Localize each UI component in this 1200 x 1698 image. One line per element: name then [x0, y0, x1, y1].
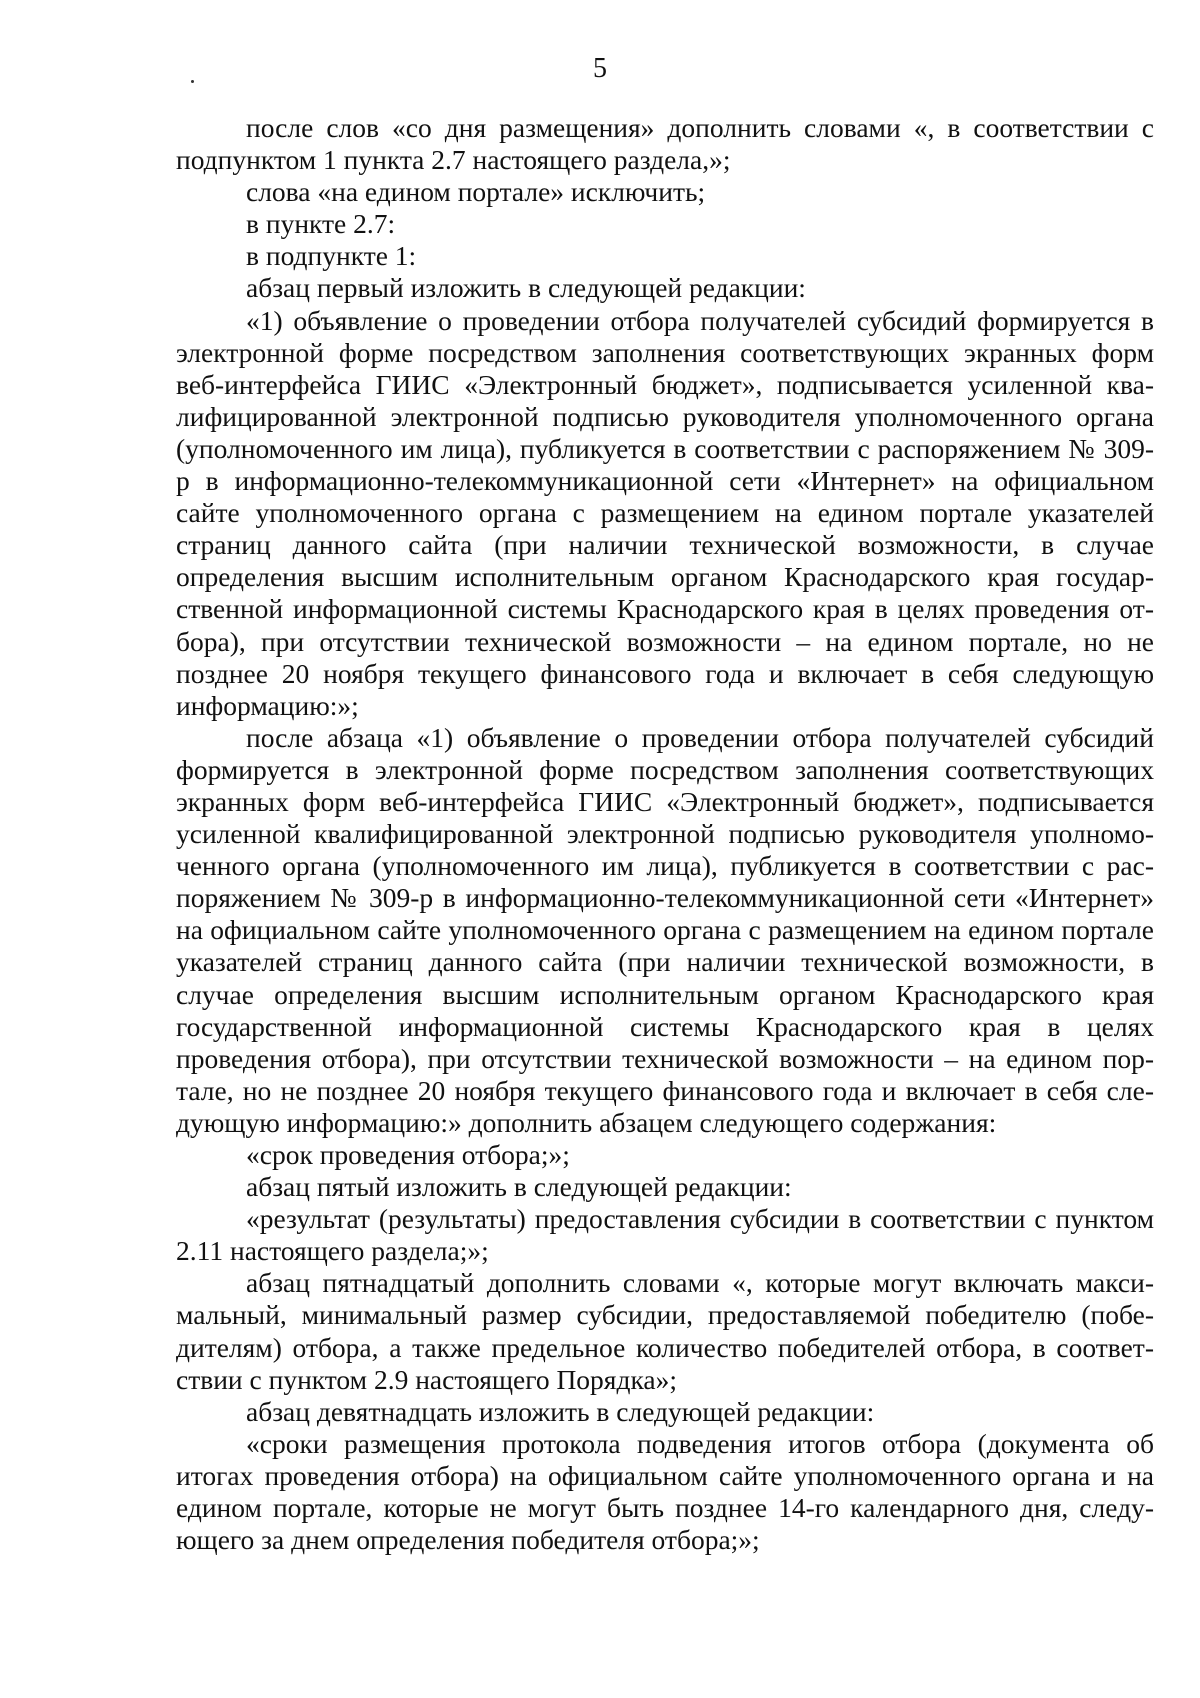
paragraph: абзац первый изложить в следующей редакции:: [246, 272, 806, 304]
paragraph: в подпункте 1:: [246, 240, 417, 272]
paragraph: абзац пятый изложить в следующей редакции:: [246, 1171, 792, 1203]
paragraph: «срок проведения отбора;»;: [246, 1139, 570, 1170]
paragraph: «результат (результаты) предоставления субсидии в соответствии с пунктом 2.11 настоящего раздела;»;: [176, 1203, 1154, 1267]
paragraph: в пункте 2.7:: [246, 208, 396, 240]
paragraph: «сроки размещения протокола подведения итогов отбора (документа об итогах проведения отбора) на официальном сайте уполномоченного органа и на едином портале, которые не могут быть позднее 14-го календарного дня, следующего за днем определения победителя отбора;»;: [176, 1427, 1154, 1556]
paragraph: абзац пятнадцатый дополнить словами «, которые могут включать максимальный, минимальный размер субсидии, предоставляемой победителю (победителям) отбора, а также предельное количество победителей отбора, в соответствии с пунктом 2.9 настоящего Порядка»;: [176, 1267, 1154, 1395]
paragraph: слова «на едином портале» исключить;: [246, 176, 706, 208]
paragraph: после абзаца «1) объявление о проведении отбора получателей субсидий формируется в электронной форме посредством заполнения соответствующих экранных форм веб-интерфейса ГИИС «Электронный бюджет», подписывается усиленной квалифицированной электронной подписью руководителя уполномоченного органа (уполномоченного им лица), публикуется в соответствии с распоряжением № 309-р в информационно-телекоммуникационной сети «Интернет» на официальном сайте уполномоченного органа с размещением на едином портале указателей страниц данного сайта (при наличии технической возможности, в случае определения высшим исполнительным органом Краснодарского края государственной информационной системы Краснодарского края в целях проведения отбора), при отсутствии технической возможности – на едином портале, но не позднее 20 ноября текущего финансового года и включает в себя следующую информацию:» дополнить абзацем следующего содержания:: [176, 721, 1154, 1138]
paragraph: абзац девятнадцать изложить в следующей редакции:: [246, 1395, 875, 1427]
page-number: 5: [593, 53, 607, 84]
scan-speck: [191, 80, 194, 83]
paragraph: «1) объявление о проведении отбора получателей субсидий формируется в электронной форме посредством заполнения соответствующих экранных форм веб-интерфейса ГИИС «Электронный бюджет», подписывается усиленной квалифицированной электронной подписью руководителя уполномоченного органа (уполномоченного им лица), публикуется в соответствии с распоряжением № 309-р в информационно-телекоммуникационной сети «Интернет» на официальном сайте уполномоченного органа с размещением на едином портале указателей страниц данного сайта (при наличии технической возможности, в случае определения высшим исполнительным органом Краснодарского края государственной информационной системы Краснодарского края в целях проведения отбора), при отсутствии технической возможности – на едином портале, но не позднее 20 ноября текущего финансового года и включает в себя следующую информацию:»;: [176, 304, 1154, 721]
document-body: [176, 112, 1154, 1556]
paragraph: после слов «со дня размещения» дополнить словами «, в соответствии с подпунктом 1 пункта 2.7 настоящего раздела,»;: [176, 112, 1154, 176]
